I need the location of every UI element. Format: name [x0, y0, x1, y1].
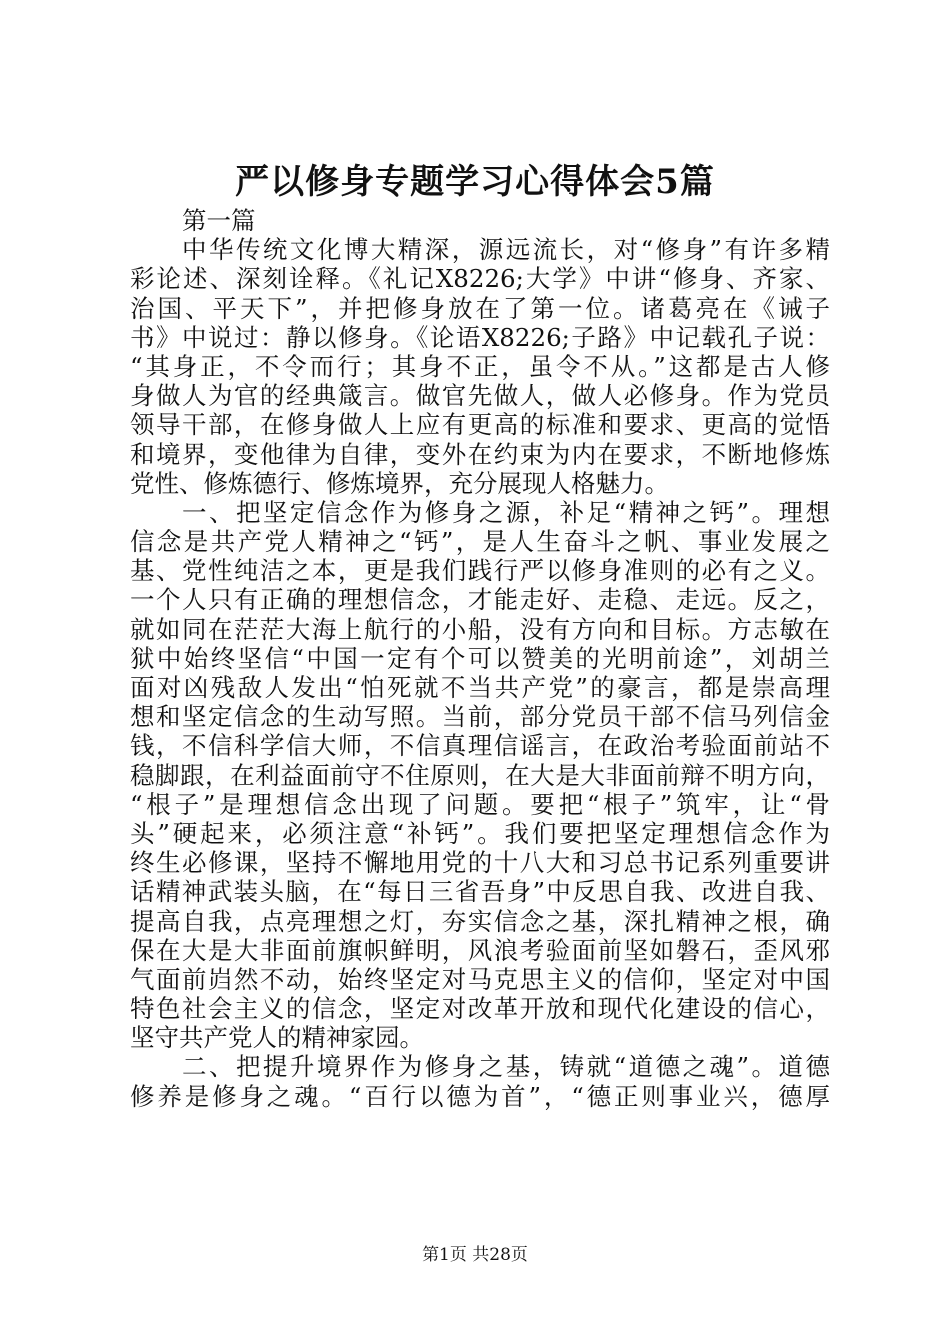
- body-line: 保在大是大非面前旗帜鲜明，风浪考验面前坚如磐石，歪风邪: [130, 935, 830, 965]
- body-line: 党性、修炼德行、修炼境界，充分展现人格魅力。: [130, 468, 669, 498]
- body-line: 领导干部，在修身做人上应有更高的标准和要求、更高的觉悟: [130, 410, 830, 440]
- body-line: 彩论述、深刻诠释。《礼记X8226;大学》中讲“修身、齐家、: [130, 264, 830, 294]
- body-line: 身做人为官的经典箴言。做官先做人，做人必修身。作为党员: [130, 381, 830, 411]
- body-line: 坚守共产党人的精神家园。: [130, 1023, 424, 1053]
- body-line: 气面前岿然不动，始终坚定对马克思主义的信仰，坚定对中国: [130, 964, 830, 994]
- body-line: 书》中说过：静以修身。《论语X8226;子路》中记载孔子说：: [130, 322, 830, 352]
- body-line: 中华传统文化博大精深，源远流长，对“修身”有许多精: [182, 235, 830, 265]
- body-line: 特色社会主义的信念，坚定对改革开放和现代化建设的信心，: [130, 994, 830, 1024]
- body-line: 面对凶残敌人发出“怕死就不当共产党”的豪言，都是崇高理: [130, 673, 830, 702]
- body-line: 治国、平天下”，并把修身放在了第一位。诸葛亮在《诫子: [130, 293, 830, 323]
- body-line: 一个人只有正确的理想信念，才能走好、走稳、走远。反之，: [130, 585, 830, 615]
- body-line: 第一篇: [182, 206, 256, 235]
- body-line: 信念是共产党人精神之“钙”，是人生奋斗之帆、事业发展之: [130, 527, 830, 557]
- document-title: 严以修身专题学习心得体会5篇: [235, 162, 715, 202]
- body-line: 想和坚定信念的生动写照。当前，部分党员干部不信马列信金: [130, 702, 830, 732]
- body-line: 钱，不信科学信大师，不信真理信谣言，在政治考验面前站不: [130, 731, 830, 761]
- body-line: 二、把提升境界作为修身之基，铸就“道德之魂”。道德: [182, 1052, 830, 1082]
- body-line: 就如同在茫茫大海上航行的小船，没有方向和目标。方志敏在: [130, 614, 830, 644]
- body-line: 和境界，变他律为自律，变外在约束为内在要求，不断地修炼: [130, 439, 830, 469]
- body-line: 稳脚跟，在利益面前守不住原则，在大是大非面前辩不明方向，: [130, 760, 830, 790]
- body-line: 一、把坚定信念作为修身之源，补足“精神之钙”。理想: [182, 497, 830, 527]
- page-footer: 第1页 共28页: [422, 1245, 528, 1265]
- body-line: 头”硬起来，必须注意“补钙”。我们要把坚定理想信念作为: [130, 818, 830, 848]
- body-line: “其身正，不令而行；其身不正，虽令不从。”这都是古人修: [130, 351, 830, 381]
- document-body: [130, 206, 830, 1111]
- body-line: 修养是修身之魂。“百行以德为首”，“德正则事业兴，德厚: [130, 1081, 830, 1111]
- body-line: “根子”是理想信念出现了问题。要把“根子”筑牢，让“骨: [130, 789, 830, 819]
- body-line: 提高自我，点亮理想之灯，夯实信念之基，深扎精神之根，确: [130, 906, 830, 936]
- body-line: 狱中始终坚信“中国一定有个可以赞美的光明前途”，刘胡兰: [130, 643, 830, 673]
- body-line: 终生必修课，坚持不懈地用党的十八大和习总书记系列重要讲: [130, 848, 830, 878]
- body-line: 基、党性纯洁之本，更是我们践行严以修身准则的必有之义。: [130, 556, 830, 586]
- body-line: 话精神武装头脑，在“每日三省吾身”中反思自我、改进自我、: [130, 877, 830, 907]
